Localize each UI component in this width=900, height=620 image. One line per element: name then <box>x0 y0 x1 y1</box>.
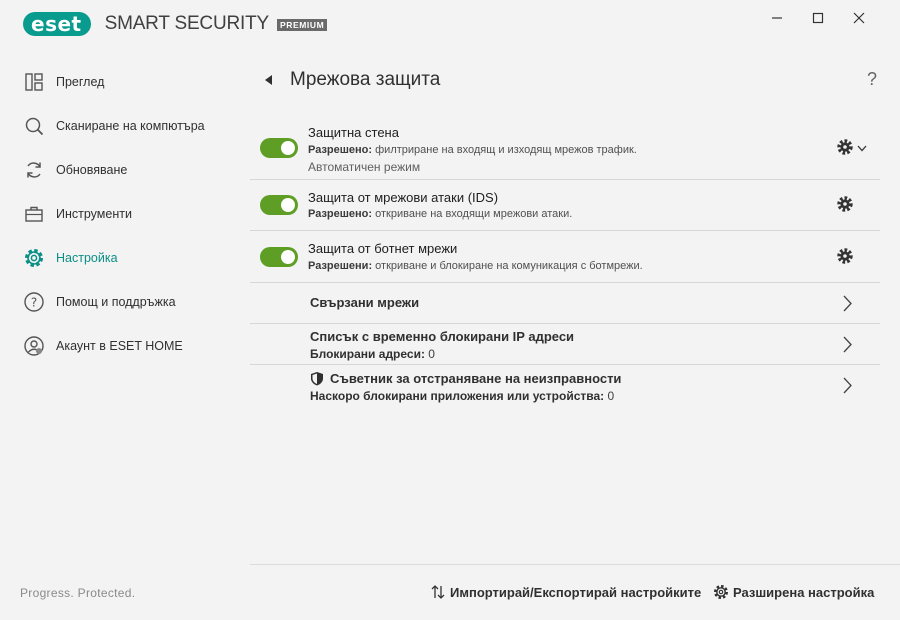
refresh-icon <box>22 158 46 182</box>
firewall-mode: Автоматичен режим <box>308 160 421 174</box>
protection-title: Защита от мрежови атаки (IDS) <box>308 190 499 205</box>
search-icon <box>22 114 46 138</box>
link-title: Списък с временно блокирани IP адреси <box>310 329 575 344</box>
chevron-down-icon <box>857 145 867 152</box>
help-button[interactable]: ? <box>866 69 877 89</box>
page-title: Мрежова защита <box>290 69 441 90</box>
tagline: Progress. Protected. <box>20 586 136 600</box>
sidebar-item-setup[interactable] <box>0 236 250 280</box>
status-text: филтриране на входящ и изходящ мрежов трафик. <box>375 144 637 156</box>
ids-settings-button[interactable] <box>836 195 854 213</box>
gear-icon <box>836 247 854 265</box>
sidebar-item-label: Сканиране на компютъра <box>56 119 205 133</box>
gear-icon <box>22 246 46 270</box>
close-icon <box>853 12 865 24</box>
troubleshooting-wizard-link[interactable] <box>250 365 880 407</box>
sub-value: 0 <box>428 347 435 361</box>
sidebar-item-label: Обновяване <box>56 163 128 177</box>
svg-text:?: ? <box>30 295 38 310</box>
maximize-button[interactable] <box>803 6 833 30</box>
botnet-row <box>250 231 880 283</box>
eset-logo: eset <box>23 12 91 36</box>
sidebar-item-scan[interactable] <box>0 104 250 148</box>
back-button[interactable] <box>262 73 274 87</box>
recently-blocked-count <box>310 389 614 403</box>
gear-icon <box>713 584 729 600</box>
status-label: Разрешени: <box>308 260 373 272</box>
protection-status <box>308 260 643 272</box>
sidebar <box>0 60 250 368</box>
gear-icon <box>836 195 854 213</box>
chevron-right-icon <box>842 376 852 394</box>
protection-list <box>250 126 880 407</box>
ids-row <box>250 180 880 231</box>
import-export-button[interactable] <box>430 584 701 600</box>
sub-label: Блокирани адреси: <box>310 347 425 361</box>
sidebar-item-tools[interactable] <box>0 192 250 236</box>
botnet-toggle[interactable] <box>260 247 298 267</box>
sidebar-item-label: Преглед <box>56 75 105 89</box>
firewall-expand-button[interactable] <box>856 143 868 153</box>
ids-toggle[interactable] <box>260 195 298 215</box>
minimize-button[interactable] <box>762 6 792 30</box>
toolbox-icon <box>22 202 46 226</box>
connected-networks-link[interactable] <box>250 283 880 324</box>
sidebar-item-label: Акаунт в ESET HOME <box>56 339 183 353</box>
sub-value: 0 <box>607 389 615 403</box>
link-title-wrap <box>310 371 621 386</box>
title-bar <box>0 0 900 40</box>
product-name: SMART SECURITY <box>104 13 269 34</box>
firewall-settings-button[interactable] <box>836 138 854 156</box>
sidebar-item-help[interactable] <box>0 280 250 324</box>
import-export-icon <box>430 584 446 600</box>
link-title: Съветник за отстраняване на неизправности <box>330 371 622 386</box>
firewall-row <box>250 126 880 180</box>
shield-icon <box>310 371 324 386</box>
advanced-setup-label: Разширена настройка <box>733 584 875 600</box>
status-label: Разрешено: <box>308 208 373 220</box>
account-icon <box>22 334 46 358</box>
advanced-setup-button[interactable] <box>713 584 874 600</box>
sidebar-item-update[interactable] <box>0 148 250 192</box>
sidebar-item-account[interactable] <box>0 324 250 368</box>
botnet-settings-button[interactable] <box>836 247 854 265</box>
sidebar-item-label: Настройка <box>56 251 118 265</box>
link-title: Свързани мрежи <box>310 295 420 310</box>
firewall-toggle[interactable] <box>260 138 298 158</box>
back-arrow-icon <box>264 75 272 85</box>
protection-title: Защита от ботнет мрежи <box>308 241 458 256</box>
app-logo <box>23 12 327 36</box>
close-button[interactable] <box>844 6 874 30</box>
status-label: Разрешено: <box>308 144 373 156</box>
import-export-label: Импортирай/Експортирай настройките <box>450 584 702 600</box>
status-text: откриване на входящи мрежови атаки. <box>375 208 573 220</box>
status-text: откриване и блокиране на комуникация с ботмрежи. <box>375 260 643 272</box>
minimize-icon <box>771 12 783 24</box>
overview-icon <box>22 70 46 94</box>
sidebar-item-label: Инструменти <box>56 207 132 221</box>
sidebar-item-overview[interactable] <box>0 60 250 104</box>
sub-label: Наскоро блокирани приложения или устройства: <box>310 389 605 403</box>
protection-status <box>308 208 572 220</box>
sidebar-item-label: Помощ и поддръжка <box>56 295 176 309</box>
blocked-ip-list-link[interactable] <box>250 324 880 365</box>
protection-status <box>308 144 637 156</box>
gear-icon <box>836 138 854 156</box>
chevron-right-icon <box>842 294 852 312</box>
maximize-icon <box>812 12 824 24</box>
main-panel <box>250 40 900 620</box>
edition-badge: PREMIUM <box>277 19 327 31</box>
chevron-right-icon <box>842 335 852 353</box>
protection-title: Защитна стена <box>308 125 399 140</box>
blocked-addresses-count <box>310 347 435 361</box>
question-icon <box>22 290 46 314</box>
footer-divider <box>250 564 900 565</box>
